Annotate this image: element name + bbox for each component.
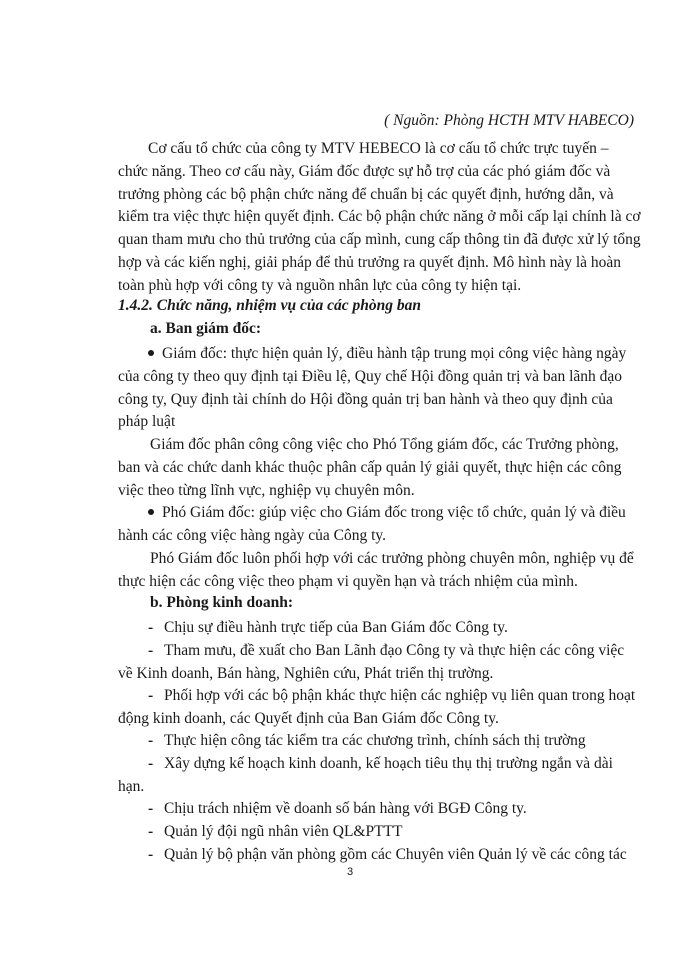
dash-marker: - [148,846,154,863]
para-line: thực hiện các công việc theo phạm vi quyền hạn và trách nhiệm của mình. [118,572,578,590]
bullet-line: công ty, Quy định tài chính do Hội đồng quản trị ban hành và theo quy định của [118,390,613,408]
para-line: ban và các chức danh khác thuộc phân cấp quản lý giải quyết, thực hiện các công [118,458,622,476]
kinh-doanh-item [118,685,634,731]
list-item-text: Tham mưu, đề xuất cho Ban Lãnh đạo Công ty và thực hiện các công việc [164,642,625,659]
kinh-doanh-item [118,640,634,686]
list-item-line: hạn. [118,777,145,795]
kinh-doanh-item [118,821,634,844]
intro-line: quan tham mưu cho thủ trưởng của cấp mình, cung cấp thông tin đã được xử lý tổng [118,231,641,249]
intro-line: toàn phù hợp với công ty và nguồn nhân lực của công ty hiện tại. [118,276,522,294]
dash-marker: - [148,732,154,749]
list-item-text: Quản lý bộ phận văn phòng gồm các Chuyên viên Quản lý về các công tác [164,846,627,863]
dash-marker: - [148,800,154,817]
bullet-line: của công ty theo quy định tại Điều lệ, Quy chế Hội đồng quản trị và ban lãnh đạo [118,367,623,385]
dash-marker: - [148,619,154,636]
bullet-text: Giám đốc: thực hiện quản lý, điều hành tập trung mọi công việc hàng ngày [162,345,627,362]
bullet-text: Phó Giám đốc: giúp việc cho Giám đốc trong việc tổ chức, quản lý và điều [162,504,626,521]
intro-line: kiểm tra việc thực hiện quyết định. Các bộ phận chức năng ở mỗi cấp lại chính là cơ [118,208,641,226]
section-heading: 1.4.2. Chức năng, nhiệm vụ của các phòng ban [118,297,421,314]
para-line: việc theo từng lĩnh vực, nghiệp vụ chuyên môn. [118,481,415,499]
giam-doc-paragraph [118,434,634,502]
source-note: ( Nguồn: Phòng HCTH MTV HABECO) [384,112,634,129]
list-item-line [118,798,634,821]
bullet-icon [148,350,154,356]
bullet-line [118,343,634,366]
bullet-line: pháp luật [118,413,176,431]
list-item-text: Chịu trách nhiệm về doanh số bán hàng với BGĐ Công ty. [164,800,527,817]
list-item-line: về Kinh doanh, Bán hàng, Nghiên cứu, Phát triển thị trường. [118,664,494,682]
kinh-doanh-item [118,844,634,867]
list-item-text: Quản lý đội ngũ nhân viên QL&PTTT [164,823,403,840]
kinh-doanh-item [118,753,634,799]
list-item-line [118,844,634,867]
list-item-text: Chịu sự điều hành trực tiếp của Ban Giám đốc Công ty. [164,619,508,636]
dash-marker: - [148,755,154,772]
dash-marker: - [148,823,154,840]
bullet-line: hành các công việc hàng ngày của Công ty. [118,526,386,544]
para-line: Giám đốc phân công công việc cho Phó Tổng giám đốc, các Trưởng phòng, [150,436,619,453]
list-item-line [118,685,634,708]
list-item-line [118,640,634,663]
list-item-line [118,730,634,753]
bullet-line [118,502,634,525]
subheading-ban-giam-doc: a. Ban giám đốc: [150,320,262,337]
intro-line: chức năng. Theo cơ cấu này, Giám đốc được sự hỗ trợ của các phó giám đốc và [118,162,611,180]
list-item-line [118,821,634,844]
intro-line: Cơ cấu tổ chức của công ty MTV HEBECO là cơ cấu tổ chức trực tuyến – [148,140,609,157]
subheading-phong-kinh-doanh: b. Phòng kinh doanh: [150,594,294,611]
pho-giam-doc-bullet [118,502,634,548]
giam-doc-bullet [118,343,634,434]
list-item-text: Xây dựng kế hoạch kinh doanh, kế hoạch tiêu thụ thị trường ngắn và dài [164,755,613,772]
list-item-line [118,753,634,776]
para-line: Phó Giám đốc luôn phối hợp với các trưởng phòng chuyên môn, nghiệp vụ để [150,550,634,567]
dash-marker: - [148,687,154,704]
page-number: 3 [346,866,354,878]
list-item-text: Thực hiện công tác kiểm tra các chương trình, chính sách thị trường [164,732,586,749]
intro-line: trưởng phòng các bộ phận chức năng để chuẩn bị các quyết định, hướng dẫn, và [118,185,614,203]
list-item-line: động kinh doanh, các Quyết định của Ban Giám đốc Công ty. [118,709,499,727]
intro-line: hợp và các kiến nghị, giải pháp để thủ trưởng ra quyết định. Mô hình này là hoàn [118,253,622,271]
kinh-doanh-item [118,617,634,640]
kinh-doanh-item [118,730,634,753]
kinh-doanh-item [118,798,634,821]
pho-giam-doc-paragraph [118,548,634,594]
list-item-line [118,617,634,640]
bullet-icon [148,509,154,515]
intro-paragraph [118,138,641,298]
dash-marker: - [148,642,154,659]
list-item-text: Phối hợp với các bộ phận khác thực hiện các nghiệp vụ liên quan trong hoạt [164,687,636,704]
